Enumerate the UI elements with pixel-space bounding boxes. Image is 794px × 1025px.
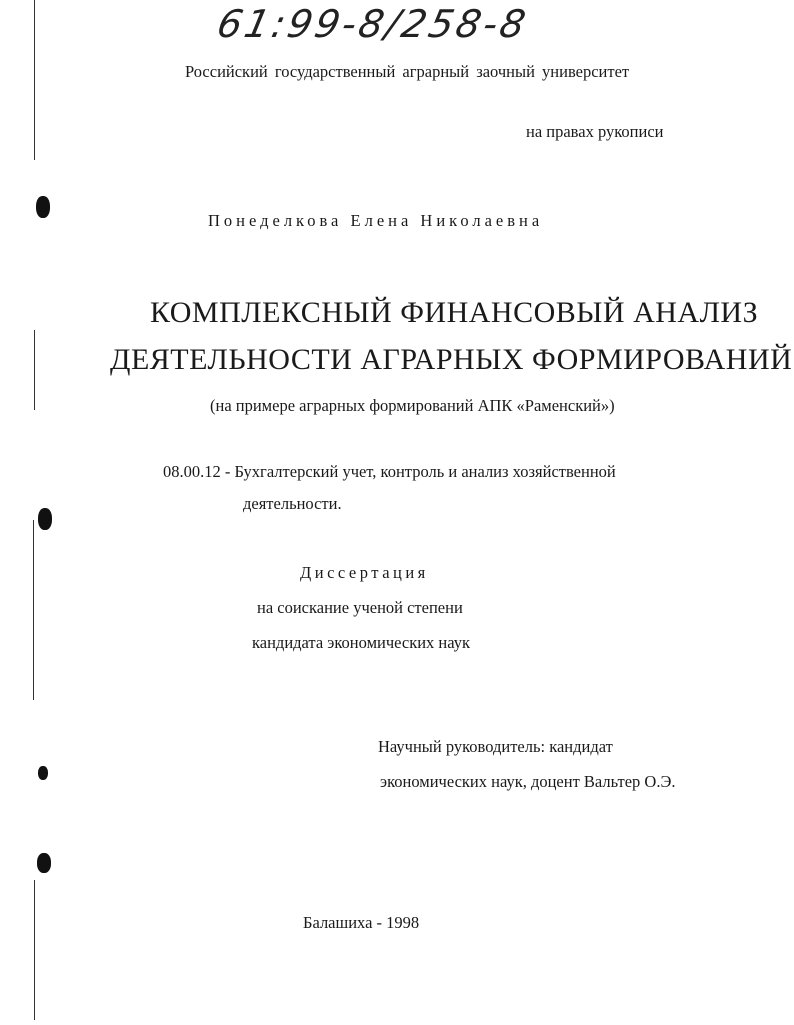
scan-edge-line: [34, 0, 35, 160]
thesis-subtitle: (на примере аграрных формирований АПК «Раменский»): [210, 396, 615, 415]
thesis-title-line-1: КОМПЛЕКСНЫЙ ФИНАНСОВЫЙ АНАЛИЗ: [150, 296, 759, 329]
binder-hole-mark: [38, 766, 48, 780]
supervisor-line-1: Научный руководитель: кандидат: [378, 737, 613, 756]
city-year: Балашиха - 1998: [303, 913, 420, 932]
document-type-heading: Диссертация: [300, 563, 429, 582]
manuscript-note: на правах рукописи: [526, 122, 664, 141]
scan-edge-line: [33, 520, 34, 700]
scan-edge-line: [34, 880, 35, 1020]
scan-edge-line: [34, 330, 35, 410]
specialty-line-2: деятельности.: [243, 494, 342, 513]
specialty-line-1: 08.00.12 - Бухгалтерский учет, контроль и анализ хозяйственной: [163, 462, 616, 481]
supervisor-line-2: экономических наук, доцент Вальтер О.Э.: [380, 772, 676, 791]
binder-hole-mark: [36, 196, 50, 218]
binder-hole-mark: [38, 508, 52, 530]
thesis-title-line-2: ДЕЯТЕЛЬНОСТИ АГРАРНЫХ ФОРМИРОВАНИЙ: [110, 343, 793, 376]
university-name: Российский государственный аграрный заочный университет: [185, 62, 630, 81]
degree-line-1: на соискание ученой степени: [257, 598, 463, 617]
binder-hole-mark: [37, 853, 51, 873]
handwritten-archive-number: 61:99-8/258-8: [213, 2, 533, 46]
degree-line-2: кандидата экономических наук: [252, 633, 471, 652]
author-name: Понеделкова Елена Николаевна: [208, 211, 544, 230]
